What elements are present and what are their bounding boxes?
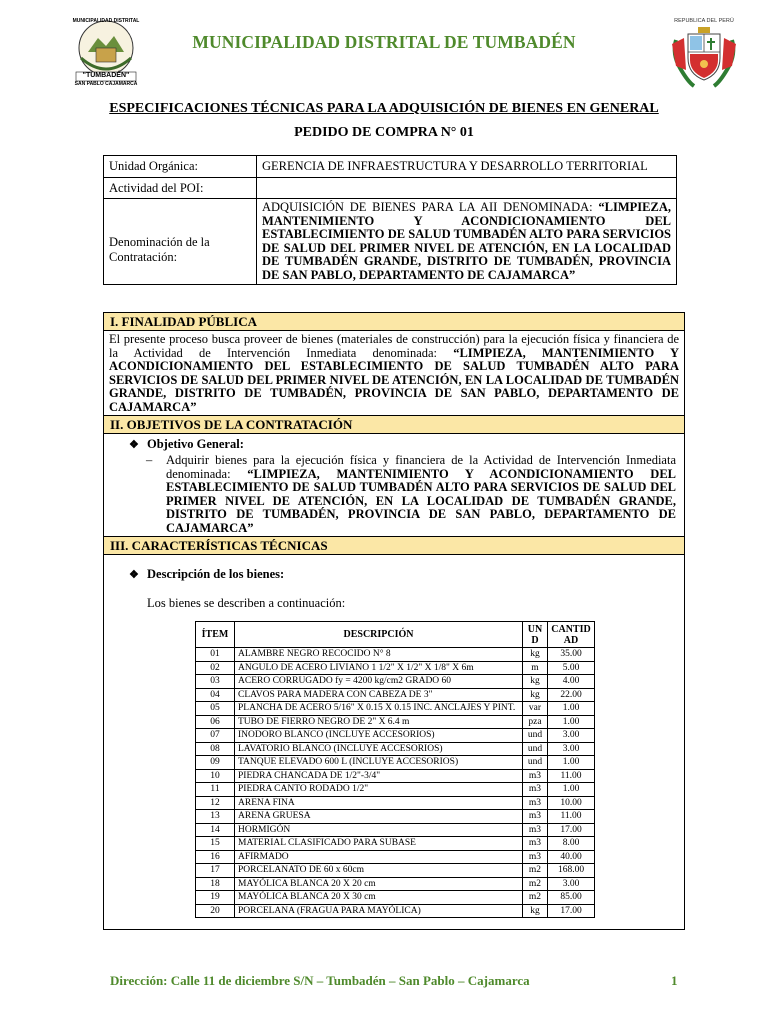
unit-cell: var — [523, 702, 548, 716]
description-cell: INODORO BLANCO (INCLUYE ACCESORIOS) — [235, 729, 523, 743]
table-row — [196, 796, 595, 810]
unit-cell: m3 — [523, 796, 548, 810]
description-cell: PORCELANA (FRAGUA PARA MAYÓLICA) — [235, 904, 523, 918]
unit-cell: kg — [523, 648, 548, 662]
quantity-cell: 5.00 — [548, 661, 595, 675]
quantity-cell: 3.00 — [548, 729, 595, 743]
document-title-text: ESPECIFICACIONES TÉCNICAS PARA LA ADQUISICIÓN DE BIENES EN GENERAL — [109, 101, 659, 116]
objetivo-intro: Adquirir bienes para la ejecución física y financiera de la Actividad de Intervención Inmediata denominada: — [166, 453, 676, 481]
item-cell: 19 — [196, 891, 235, 905]
quantity-cell: 10.00 — [548, 796, 595, 810]
quantity-cell: 4.00 — [548, 675, 595, 689]
table-row — [196, 729, 595, 743]
quantity-cell: 85.00 — [548, 891, 595, 905]
unit-cell: m3 — [523, 769, 548, 783]
table-row — [196, 783, 595, 797]
diamond-bullet-icon: ❖ — [129, 439, 139, 451]
table-row — [196, 742, 595, 756]
table-row — [196, 715, 595, 729]
description-cell: LAVATORIO BLANCO (INCLUYE ACCESORIOS) — [235, 742, 523, 756]
unidad-value: GERENCIA DE INFRAESTRUCTURA Y DESARROLLO TERRITORIAL — [257, 156, 677, 178]
objetivo-bold: “LIMPIEZA, MANTENIMIENTO Y ACONDICIONAMIENTO DEL ESTABLECIMIENTO DE SALUD TUMBADÉN ALTO PARA SERVICIOS DE SALUD DEL PRIMER NIVEL DE ATENCIÓN, EN LA LOCALIDAD DE TUMBADÉN GRANDE, DISTRITO DE TUMBADÉN, PROVINCIA DE SAN PABLO, DEPARTAMENTO DE CAJAMARCA” — [166, 466, 676, 535]
col-header-item: ÍTEM — [196, 622, 235, 648]
objetivo-general-text — [104, 452, 684, 535]
item-cell: 17 — [196, 864, 235, 878]
description-cell: MATERIAL CLASIFICADO PARA SUBASE — [235, 837, 523, 851]
logo-top-text: MUNICIPALIDAD DISTRITAL — [72, 18, 140, 24]
table-row — [196, 904, 595, 918]
denominacion-bold: “LIMPIEZA, MANTENIMIENTO Y ACONDICIONAMIENTO DEL ESTABLECIMIENTO DE SALUD TUMBADÉN ALTO PARA SERVICIOS DE SALUD DEL PRIMER NIVEL DE ATENCIÓN, EN LA LOCALIDAD DE TUMBADÉN GRANDE, DISTRITO DE TUMBADÉN, PROVINCIA DE SAN PABLO, DEPARTAMENTO DE CAJAMARCA” — [262, 200, 671, 282]
finalidad-intro: El presente proceso busca proveer de bienes (materiales de construcción) para la ejecución física y financiera de la Actividad de Intervención Inmediata denominada: — [109, 332, 679, 360]
item-cell: 12 — [196, 796, 235, 810]
col-header-und: UN D — [523, 622, 548, 648]
logo-bottom-text: SAN PABLO CAJAMARCA — [74, 81, 138, 87]
description-cell: HORMIGÓN — [235, 823, 523, 837]
municipal-logo — [66, 18, 146, 88]
quantity-cell: 17.00 — [548, 823, 595, 837]
description-cell: TUBO DE FIERRO NEGRO DE 2" X 6.4 m — [235, 715, 523, 729]
unidad-label: Unidad Orgánica: — [104, 156, 257, 178]
peru-coat-of-arms — [664, 18, 744, 92]
logo-name-text: "TUMBADÉN" — [82, 72, 130, 79]
quantity-cell: 3.00 — [548, 877, 595, 891]
description-cell: ACERO CORRUGADO fy = 4200 kg/cm2 GRADO 60 — [235, 675, 523, 689]
quantity-cell: 17.00 — [548, 904, 595, 918]
finalidad-bold: “LIMPIEZA, MANTENIMIENTO Y ACONDICIONAMIENTO DEL ESTABLECIMIENTO DE SALUD TUMBADÉN ALTO PARA SERVICIOS DE SALUD DEL PRIMER NIVEL DE ATENCIÓN, EN LA LOCALIDAD DE TUMBADÉN GRANDE, DISTRITO DE TUMBADÉN, PROVINCIA DE SAN PABLO, DEPARTAMENTO DE CAJAMARCA” — [109, 345, 679, 414]
table-row — [196, 891, 595, 905]
item-cell: 18 — [196, 877, 235, 891]
table-row — [196, 850, 595, 864]
description-cell: MAYÓLICA BLANCA 20 X 30 cm — [235, 891, 523, 905]
unit-cell: und — [523, 729, 548, 743]
table-row — [196, 864, 595, 878]
table-row — [196, 688, 595, 702]
table-row — [196, 823, 595, 837]
quantity-cell: 1.00 — [548, 783, 595, 797]
item-cell: 07 — [196, 729, 235, 743]
table-row — [196, 837, 595, 851]
quantity-cell: 11.00 — [548, 769, 595, 783]
description-cell: TANQUE ELEVADO 600 L (INCLUYE ACCESORIOS) — [235, 756, 523, 770]
quantity-cell: 11.00 — [548, 810, 595, 824]
description-cell: AFIRMADO — [235, 850, 523, 864]
denominacion-value — [257, 199, 677, 285]
item-cell: 16 — [196, 850, 235, 864]
description-cell: PLANCHA DE ACERO 5/16" X 0.15 X 0.15 INC. ANCLAJES Y PINT. — [235, 702, 523, 716]
unit-cell: und — [523, 756, 548, 770]
unit-cell: m3 — [523, 783, 548, 797]
denominacion-label: Denominación de la Contratación: — [104, 199, 257, 285]
actividad-value — [257, 178, 677, 199]
unit-cell: kg — [523, 688, 548, 702]
unit-cell: m — [523, 661, 548, 675]
item-cell: 03 — [196, 675, 235, 689]
footer-address: Dirección: Calle 11 de diciembre S/N – Tumbadén – San Pablo – Cajamarca — [110, 973, 530, 988]
table-row — [196, 661, 595, 675]
quantity-cell: 40.00 — [548, 850, 595, 864]
descripcion-bienes-text: Los bienes se describen a continuación: — [147, 596, 346, 610]
description-cell: ARENA GRUESA — [235, 810, 523, 824]
items-table — [195, 621, 595, 918]
col-header-descripcion: DESCRIPCIÓN — [235, 622, 523, 648]
col-header-cantidad: CANTID AD — [548, 622, 595, 648]
description-cell: ALAMBRE NEGRO RECOCIDO N° 8 — [235, 648, 523, 662]
items-table-body — [196, 648, 595, 918]
item-cell: 05 — [196, 702, 235, 716]
item-cell: 14 — [196, 823, 235, 837]
quantity-cell: 168.00 — [548, 864, 595, 878]
description-cell: PIEDRA CHANCADA DE 1/2"-3/4" — [235, 769, 523, 783]
section-finalidad-text — [104, 331, 684, 416]
description-cell: CLAVOS PARA MADERA CON CABEZA DE 3" — [235, 688, 523, 702]
unit-cell: m3 — [523, 810, 548, 824]
section-caracteristicas-heading: III. CARACTERÍSTICAS TÉCNICAS — [104, 537, 684, 555]
section-objetivos-heading: II. OBJETIVOS DE LA CONTRATACIÓN — [104, 416, 684, 434]
item-cell: 15 — [196, 837, 235, 851]
description-cell: ARENA FINA — [235, 796, 523, 810]
quantity-cell: 3.00 — [548, 742, 595, 756]
item-cell: 02 — [196, 661, 235, 675]
description-cell: PIEDRA CANTO RODADO 1/2" — [235, 783, 523, 797]
page-number: 1 — [671, 973, 678, 988]
unit-cell: m2 — [523, 877, 548, 891]
actividad-label: Actividad del POI: — [104, 178, 257, 199]
unit-cell: m3 — [523, 850, 548, 864]
quantity-cell: 35.00 — [548, 648, 595, 662]
coat-top-text: REPUBLICA DEL PERÚ — [674, 18, 734, 24]
quantity-cell: 1.00 — [548, 702, 595, 716]
unit-cell: m2 — [523, 891, 548, 905]
quantity-cell: 1.00 — [548, 756, 595, 770]
item-cell: 13 — [196, 810, 235, 824]
description-cell: PORCELANATO DE 60 x 60cm — [235, 864, 523, 878]
unit-cell: kg — [523, 675, 548, 689]
unit-cell: und — [523, 742, 548, 756]
description-cell: MAYÓLICA BLANCA 20 X 20 cm — [235, 877, 523, 891]
table-row — [196, 675, 595, 689]
table-row — [196, 702, 595, 716]
item-cell: 10 — [196, 769, 235, 783]
unit-cell: m3 — [523, 823, 548, 837]
table-row — [196, 756, 595, 770]
header-title: MUNICIPALIDAD DISTRITAL DE TUMBADÉN — [192, 32, 576, 52]
denominacion-intro: ADQUISICIÓN DE BIENES PARA LA AII DENOMINADA: — [262, 200, 599, 214]
item-cell: 20 — [196, 904, 235, 918]
item-cell: 06 — [196, 715, 235, 729]
info-table — [103, 155, 677, 285]
diamond-bullet-icon: ❖ — [129, 569, 139, 581]
section-finalidad-heading: I. FINALIDAD PÚBLICA — [104, 313, 684, 331]
descripcion-bienes-label: Descripción de los bienes: — [147, 567, 285, 581]
section-objetivos — [103, 415, 685, 537]
unit-cell: kg — [523, 904, 548, 918]
item-cell: 04 — [196, 688, 235, 702]
document-subtitle: PEDIDO DE COMPRA N° 01 — [294, 125, 474, 140]
section-finalidad — [103, 312, 685, 416]
item-cell: 09 — [196, 756, 235, 770]
item-cell: 08 — [196, 742, 235, 756]
unit-cell: m2 — [523, 864, 548, 878]
quantity-cell: 1.00 — [548, 715, 595, 729]
quantity-cell: 8.00 — [548, 837, 595, 851]
item-cell: 01 — [196, 648, 235, 662]
unit-cell: pza — [523, 715, 548, 729]
table-row — [196, 648, 595, 662]
table-row — [196, 769, 595, 783]
table-row — [196, 877, 595, 891]
table-row — [196, 810, 595, 824]
quantity-cell: 22.00 — [548, 688, 595, 702]
document-title — [0, 101, 768, 117]
objetivo-general-label: Objetivo General: — [147, 437, 244, 451]
item-cell: 11 — [196, 783, 235, 797]
unit-cell: m3 — [523, 837, 548, 851]
dash-bullet: – — [146, 453, 153, 467]
description-cell: ANGULO DE ACERO LIVIANO 1 1/2" X 1/2" X 1/8" X 6m — [235, 661, 523, 675]
